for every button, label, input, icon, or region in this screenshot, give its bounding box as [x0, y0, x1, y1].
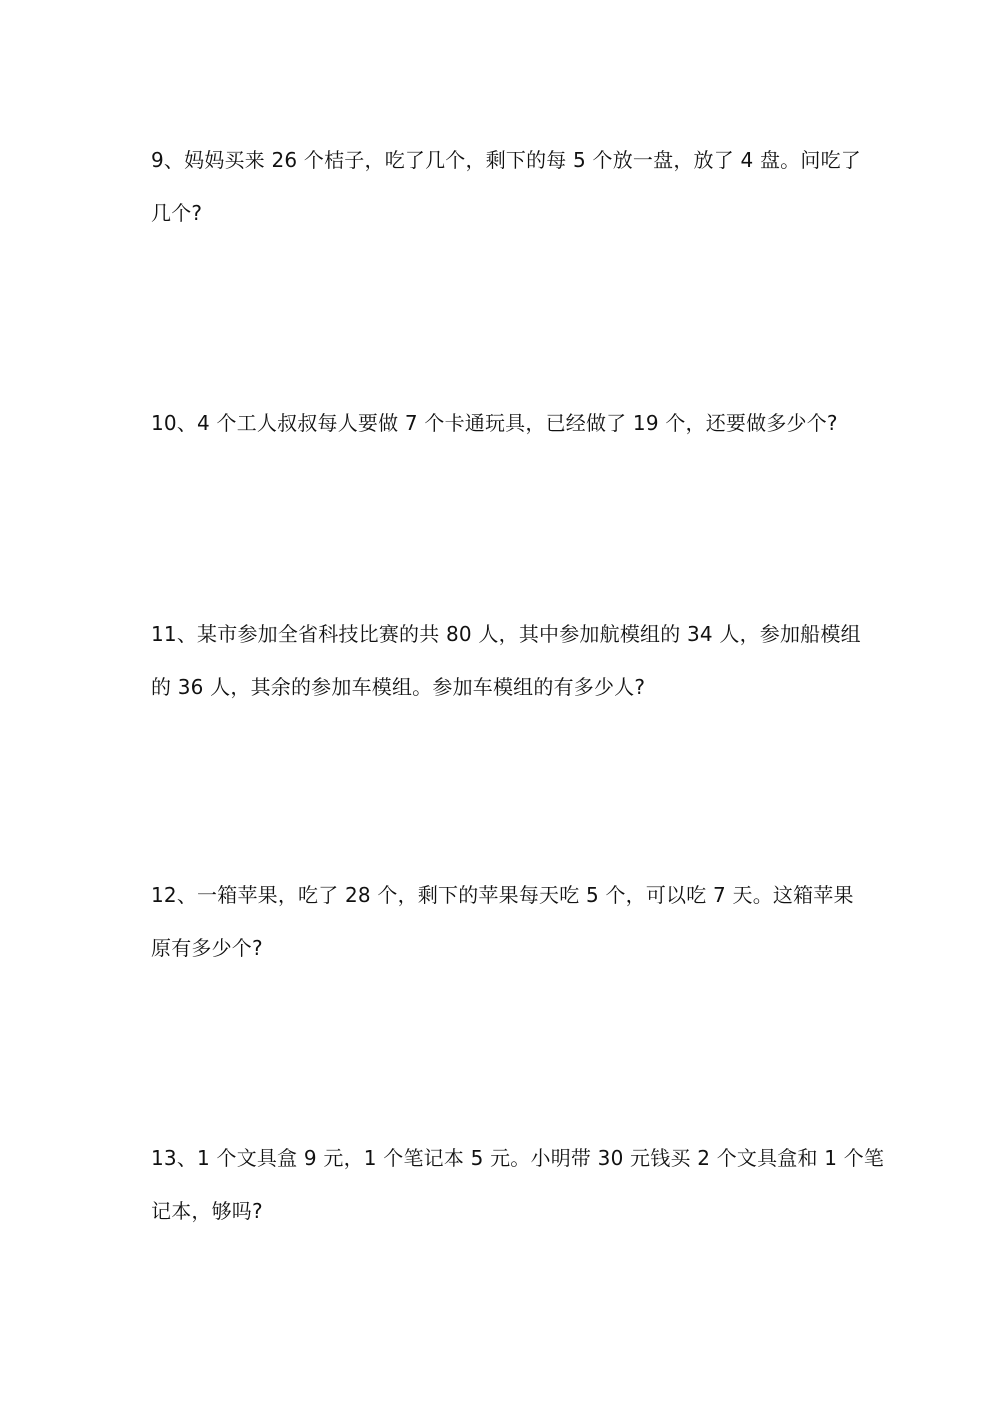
problem-12-line-1: 12、一箱苹果，吃了 28 个，剩下的苹果每天吃 5 个，可以吃 7 天。这箱苹果	[151, 883, 854, 907]
problem-9-line-2: 几个?	[151, 201, 203, 225]
problem-11-line-1: 11、某市参加全省科技比赛的共 80 人，其中参加航模组的 34 人，参加船模组	[151, 622, 861, 646]
problem-13-line-1: 13、1 个文具盒 9 元，1 个笔记本 5 元。小明带 30 元钱买 2 个文具盒和 1 个笔	[151, 1146, 885, 1170]
problem-10	[151, 408, 863, 438]
problem-12	[151, 880, 863, 963]
problem-13	[151, 1143, 885, 1226]
problem-10-line-1: 10、4 个工人叔叔每人要做 7 个卡通玩具，已经做了 19 个，还要做多少个?	[151, 411, 838, 435]
problem-13-line-2: 记本，够吗?	[151, 1199, 263, 1223]
problem-9-line-1: 9、妈妈买来 26 个桔子，吃了几个，剩下的每 5 个放一盘，放了 4 盘。问吃了	[151, 148, 861, 172]
problem-9	[151, 145, 863, 228]
problem-11	[151, 619, 863, 702]
problem-11-line-2: 的 36 人，其余的参加车模组。参加车模组的有多少人?	[151, 675, 646, 699]
problem-12-line-2: 原有多少个?	[151, 936, 263, 960]
